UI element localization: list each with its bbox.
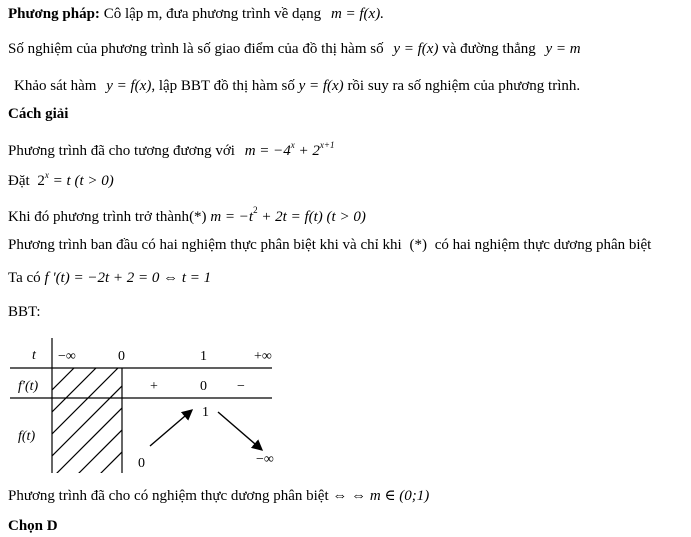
t-value-pos-inf: +∞ <box>254 349 272 364</box>
become-line <box>8 200 366 227</box>
row-label-fp: f′(t) <box>18 379 39 394</box>
set-rest: = t (t > 0) <box>52 173 114 189</box>
conclusion-line <box>8 486 429 506</box>
t-value-1: 1 <box>200 349 207 364</box>
method-line2-formula1: y = f(x) <box>393 41 439 57</box>
fp-sign-plus: + <box>150 379 158 394</box>
set-sup: x <box>44 170 49 180</box>
cond-star: (*) <box>409 237 427 253</box>
equiv-formula-b: + 2 <box>294 143 320 159</box>
method-line3-c: rồi suy ra số nghiệm của phương trình. <box>347 78 581 94</box>
method-line2-text: Số nghiệm của phương trình là số giao điểm của đồ thị hàm số <box>8 41 384 57</box>
method-text: Cô lập m, đưa phương trình về dạng <box>103 6 322 22</box>
become-star: (*) <box>189 209 207 225</box>
deriv-formula: f '(t) = −2t + 2 = 0 ⇔ t = 1 <box>44 270 212 286</box>
solution-heading: Cách giải <box>8 106 69 122</box>
become-sup: 2 <box>253 205 258 215</box>
set-text: Đặt <box>8 173 30 189</box>
cond-text: Phương trình ban đầu có hai nghiệm thực phân biệt khi và chỉ khi <box>8 237 402 253</box>
fp-sign-minus: − <box>237 379 245 394</box>
fp-zero: 0 <box>200 379 207 394</box>
deriv-text: Ta có <box>8 270 41 286</box>
become-b: + 2t = f(t) (t > 0) <box>257 209 366 225</box>
decreasing-arrow <box>218 412 262 450</box>
equiv-line <box>8 135 334 161</box>
method-line3-b: , lập BBT đồ thị hàm số <box>151 78 295 94</box>
t-value-neg-inf: −∞ <box>58 349 76 364</box>
set-line <box>8 165 114 191</box>
method-line-3 <box>14 76 580 96</box>
method-line3-a: Khảo sát hàm <box>14 78 97 94</box>
equiv-formula-a: m = −4 <box>244 143 291 159</box>
conclusion-text: Phương trình đã cho có nghiệm thực dương phân biệt ⇔ ⇔ <box>8 488 367 504</box>
f-value-neg-inf: −∞ <box>256 452 274 467</box>
conclusion-formula: m ∈ (0;1) <box>369 488 430 504</box>
variation-table <box>0 330 300 480</box>
t-value-0: 0 <box>118 349 125 364</box>
row-label-t: t <box>32 348 36 363</box>
cond-rest: có hai nghiệm thực dương phân biệt <box>434 237 652 253</box>
method-line-2 <box>8 39 581 59</box>
become-a: m = −t <box>210 209 254 225</box>
equiv-text: Phương trình đã cho tương đương với <box>8 143 235 159</box>
increasing-arrow <box>150 410 192 446</box>
derivative-line <box>8 268 211 288</box>
condition-line <box>8 235 651 255</box>
method-label: Phương pháp: <box>8 6 100 22</box>
answer: Chọn D <box>8 518 58 534</box>
method-formula: m = f(x). <box>330 6 384 22</box>
set-base: 2 <box>37 173 45 189</box>
f-value-1: 1 <box>202 405 209 420</box>
row-label-f: f(t) <box>18 429 36 444</box>
method-line3-formula2: y = f(x) <box>298 78 344 94</box>
equiv-sup-b: x+1 <box>319 140 335 150</box>
f-value-0: 0 <box>138 456 145 471</box>
bbt-label: BBT: <box>8 304 41 320</box>
method-line2-mid: và đường thẳng <box>442 41 536 57</box>
equiv-sup-a: x <box>290 140 295 150</box>
method-line3-formula1: y = f(x) <box>106 78 152 94</box>
method-line2-formula2: y = m <box>545 41 581 57</box>
method-line-1 <box>8 4 384 24</box>
become-text: Khi đó phương trình trở thành <box>8 209 190 225</box>
